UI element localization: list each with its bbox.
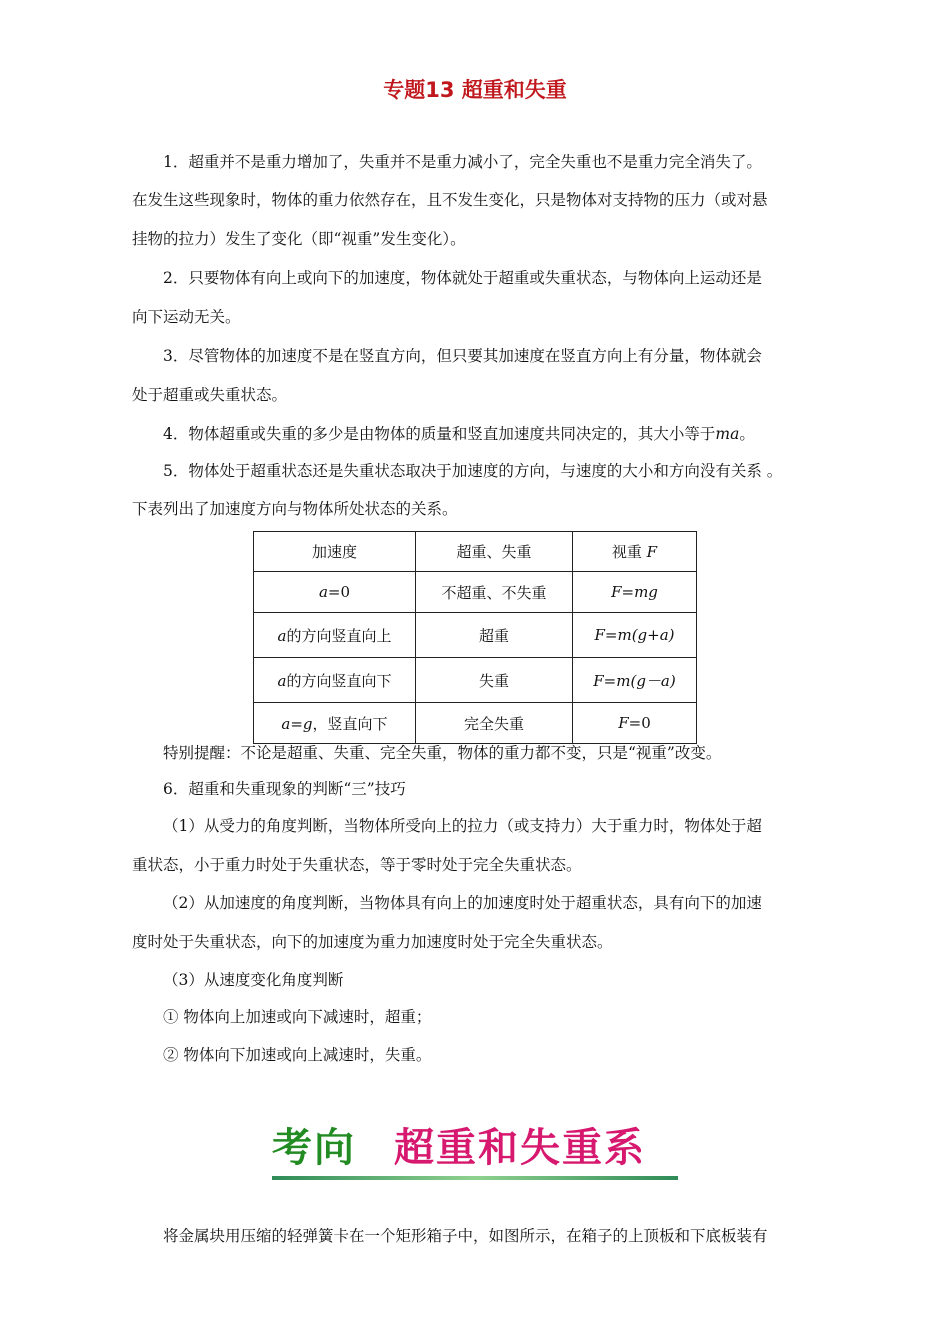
weight-eq: = (628, 714, 642, 732)
acceleration-text: 的方向竖直向上 (286, 626, 392, 645)
skill-2-line-2: 度时处于失重状态，向下的加速度为重力加速度时处于完全失重状态。 (132, 933, 613, 951)
state-cell: 失重 (416, 658, 573, 703)
weight-eq: = (621, 583, 635, 601)
weight-var: F (594, 626, 605, 644)
weight-cell (573, 658, 697, 703)
acceleration-var: a (318, 583, 328, 601)
paragraph-3-line-1: 3．尽管物体的加速度不是在竖直方向，但只要其加速度在竖直方向上有分量，物体就会 (163, 347, 762, 365)
weight-cell (573, 572, 697, 613)
weight-expr: m(g－a) (616, 671, 676, 690)
state-table (253, 531, 697, 744)
acceleration-var: a (277, 671, 287, 690)
header-text: 视重 (611, 543, 647, 561)
skill-2-line-1: （2）从加速度的角度判断，当物体具有向上的加速度时处于超重状态，具有向下的加速 (163, 894, 762, 912)
weight-eq: = (604, 626, 618, 644)
acceleration-text: =0 (327, 583, 351, 601)
special-reminder: 特别提醒：不论是超重、失重、完全失重，物体的重力都不变，只是“视重”改变。 (163, 744, 722, 762)
acceleration-cell (254, 658, 416, 703)
table-header-row (254, 532, 697, 572)
skill-3-case-1: ① 物体向上加速或向下减速时，超重； (163, 1008, 432, 1026)
weight-tail: 0 (641, 714, 651, 732)
table-row (254, 572, 697, 613)
acceleration-cell (254, 572, 416, 613)
paragraph-4-text: 4．物体超重或失重的多少是由物体的质量和竖直加速度共同决定的，其大小等于 (163, 425, 716, 443)
skill-3-case-2: ② 物体向下加速或向上减速时，失重。 (163, 1046, 432, 1064)
skill-1-line-1: （1）从受力的角度判断，当物体所受向上的拉力（或支持力）大于重力时，物体处于超 (163, 817, 762, 835)
state-cell: 超重 (416, 613, 573, 658)
acceleration-cell (254, 703, 416, 744)
weight-var: F (593, 671, 604, 690)
paragraph-3-line-2: 处于超重或失重状态。 (132, 386, 288, 404)
table-row (254, 613, 697, 658)
banner-underline (272, 1176, 678, 1180)
weight-cell (573, 613, 697, 658)
weight-eq: = (603, 671, 617, 690)
skill-1-line-2: 重状态，小于重力时处于失重状态，等于零时处于完全失重状态。 (132, 856, 582, 874)
table-header-acceleration: 加速度 (254, 532, 416, 572)
banner-left-text: 考向 (272, 1124, 356, 1171)
header-variable: F (646, 543, 658, 561)
paragraph-1-line-1: 1．超重并不是重力增加了，失重并不是重力减小了，完全失重也不是重力完全消失了。 (163, 153, 762, 171)
state-cell: 不超重、不失重 (416, 572, 573, 613)
banner-text (272, 1122, 678, 1174)
acceleration-var: a (277, 626, 287, 645)
state-cell: 完全失重 (416, 703, 573, 744)
paragraph-1-line-2: 在发生这些现象时，物体的重力依然存在，且不发生变化，只是物体对支持物的压力（或对悬 (132, 191, 768, 209)
weight-var: F (611, 583, 622, 601)
acceleration-cell (254, 613, 416, 658)
weight-expr: mg (634, 583, 658, 601)
section-banner (272, 1122, 678, 1184)
document-title: 专题13 超重和失重 (383, 78, 567, 102)
example-intro-line: 将金属块用压缩的轻弹簧卡在一个矩形箱子中，如图所示，在箱子的上顶板和下底板装有 (163, 1227, 768, 1245)
paragraph-4-end: 。 (739, 425, 755, 443)
table-header-apparent-weight (573, 532, 697, 572)
paragraph-4-variable: ma (715, 425, 740, 443)
banner-right-text: 超重和失重系 (394, 1124, 646, 1171)
paragraph-5-line-2: 下表列出了加速度方向与物体所处状态的关系。 (132, 500, 458, 518)
paragraph-5-line-1: 5．物体处于超重状态还是失重状态取决于加速度的方向，与速度的大小和方向没有关系 。 (163, 462, 783, 480)
table-row (254, 658, 697, 703)
paragraph-6-heading: 6．超重和失重现象的判断“三”技巧 (163, 780, 406, 798)
paragraph-1-line-3: 挂物的拉力）发生了变化（即“视重”发生变化）。 (132, 230, 466, 248)
table-header-state: 超重、失重 (416, 532, 573, 572)
paragraph-2-line-1: 2．只要物体有向上或向下的加速度，物体就处于超重或失重状态，与物体向上运动还是 (163, 269, 762, 287)
table-row (254, 703, 697, 744)
weight-expr: m(g+a) (617, 626, 675, 644)
weight-var: F (618, 714, 629, 732)
skill-3-heading: （3）从速度变化角度判断 (163, 971, 344, 989)
weight-cell (573, 703, 697, 744)
acceleration-text: 的方向竖直向下 (286, 671, 392, 690)
acceleration-var: a=g (281, 714, 313, 733)
paragraph-4 (163, 424, 853, 444)
acceleration-text: ，竖直向下 (312, 714, 388, 733)
paragraph-2-line-2: 向下运动无关。 (132, 308, 241, 326)
